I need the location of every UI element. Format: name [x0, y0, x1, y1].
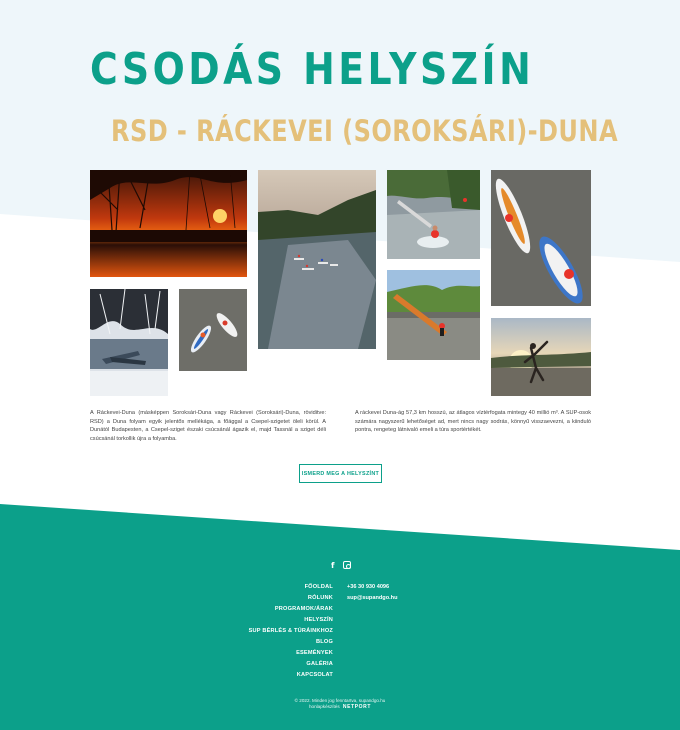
- gallery-photo-sunset-pose[interactable]: [491, 318, 591, 396]
- gallery-photo-sup-aerial[interactable]: [179, 289, 247, 371]
- gallery-photo-two-boards[interactable]: [491, 170, 591, 306]
- footer-navigation: [200, 582, 333, 681]
- page-title: CSODÁS HELYSZÍN: [90, 44, 535, 95]
- footer-nav-rental[interactable]: SUP BÉRLÉS & TÚRÁINKHOZ: [248, 628, 333, 634]
- credit-text: honlapkészítés: [308, 704, 340, 709]
- gallery-photo-sunset[interactable]: [90, 170, 247, 277]
- credit-line: [0, 704, 680, 710]
- location-description-left: A Ráckevei-Duna (másképpen Soroksári-Duna vagy Ráckevei (Soroksári)-Duna, röviditve: RSD) a Duna folyam egyik jelentős mellékága, a főággal a Csepel-szigetet öleli körül. A Dunától Budapesten, a Csepel-sziget északi csúcsánál ágazik el, majd Tassnál a sziget déli csúcsánál torkollik újra a folyamba.: [90, 410, 326, 442]
- footer-nav-blog[interactable]: BLOG: [316, 639, 333, 645]
- gallery-photo-splash[interactable]: [387, 170, 480, 259]
- footer-nav-gallery[interactable]: GALÉRIA: [306, 661, 333, 667]
- learn-location-button[interactable]: ISMERD MEG A HELYSZÍNT: [299, 464, 382, 483]
- footer-email[interactable]: sup@supandgo.hu: [347, 595, 398, 601]
- instagram-icon[interactable]: [343, 561, 351, 569]
- copyright-text: © 2022. Minden jog fenntartva, supandgo.hu: [294, 698, 386, 703]
- gallery-photo-river-group[interactable]: [258, 170, 376, 349]
- location-description-right: A ráckevei Duna-ág 57,3 km hosszú, az átlagos víztérfogata mintegy 40 millió m³. A SUP-osok számára nagyszerű lehetőséget ad, mert nincs nagy sodrás, könnyű visszaevezni, a kiinduló pontra, rengeteg látnivaló emeli a túra sportértékét.: [355, 410, 591, 434]
- footer-contact: [347, 582, 398, 604]
- facebook-icon[interactable]: f: [331, 561, 335, 570]
- location-subtitle: RSD - RÁCKEVEI (SOROKSÁRI)-DUNA: [111, 114, 618, 148]
- footer-nav-about[interactable]: RÓLUNK: [307, 595, 333, 601]
- gallery-photo-winter-boat[interactable]: [90, 289, 168, 396]
- gallery-photo-board-flip[interactable]: [387, 270, 480, 360]
- footer-phone[interactable]: +36 30 930 4096: [347, 584, 390, 590]
- netport-logo[interactable]: NETPORT: [342, 704, 372, 710]
- top-menu-strip: [0, 0, 680, 6]
- footer-nav-location[interactable]: HELYSZÍN: [304, 617, 333, 623]
- footer-nav-home[interactable]: FŐOLDAL: [304, 584, 333, 590]
- footer-nav-programs[interactable]: PROGRAMOK/ÁRAK: [274, 606, 333, 612]
- footer-nav-events[interactable]: ESEMÉNYEK: [296, 650, 333, 656]
- footer-nav-contact[interactable]: KAPCSOLAT: [296, 672, 333, 678]
